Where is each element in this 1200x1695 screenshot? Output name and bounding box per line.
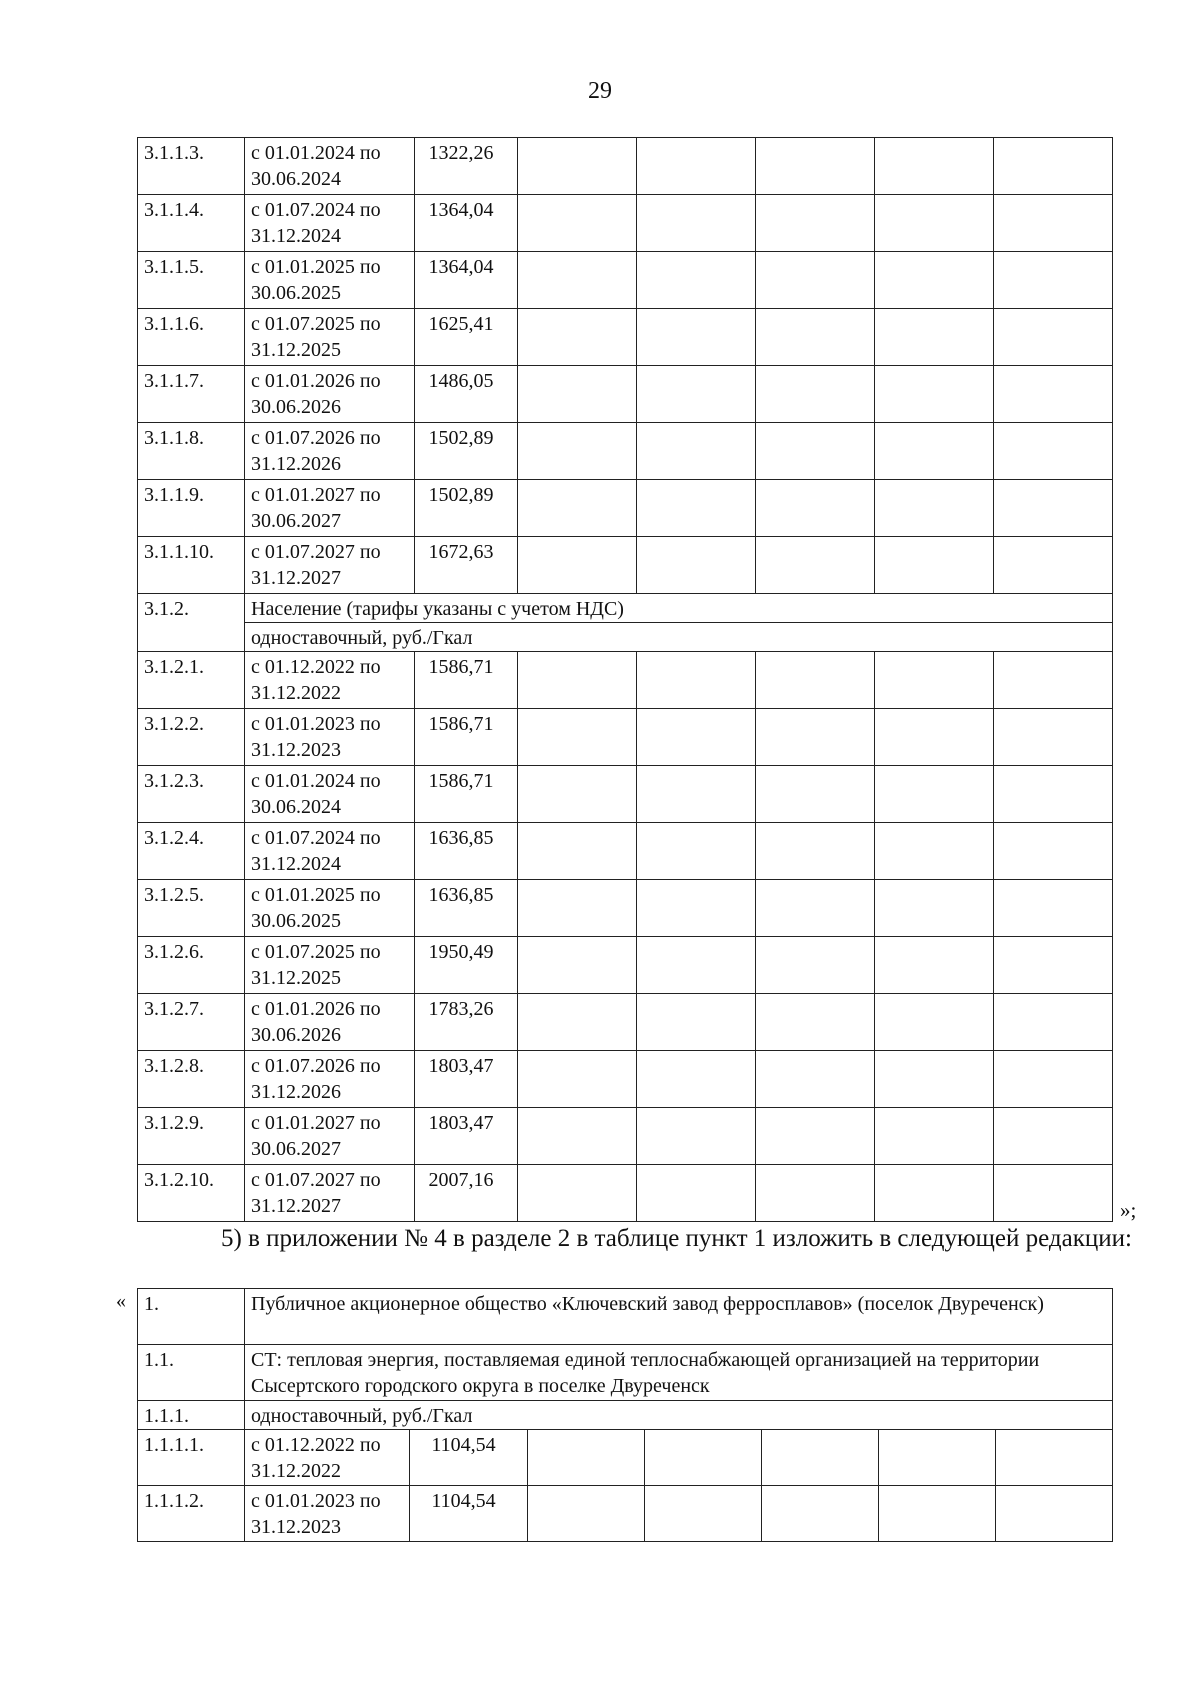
period-end: 31.12.2025: [251, 339, 341, 361]
period-start: с 01.07.2027 по: [251, 1169, 381, 1191]
period-start: с 01.01.2023 по: [251, 713, 381, 735]
empty-cell: [879, 1486, 996, 1542]
table-row: [138, 480, 1113, 537]
empty-cell: [994, 937, 1113, 994]
row-number: 3.1.1.10.: [138, 537, 245, 594]
row-value: 1486,05: [415, 366, 518, 423]
empty-cell: [875, 1108, 994, 1165]
row-value: 1586,71: [415, 652, 518, 709]
empty-cell: [875, 994, 994, 1051]
period-start: с 01.07.2025 по: [251, 313, 381, 335]
empty-cell: [637, 1108, 756, 1165]
tariff-table-continued: [137, 137, 1113, 1222]
period-start: с 01.07.2024 по: [251, 199, 381, 221]
table-row: [138, 537, 1113, 594]
row-period: [245, 1430, 410, 1486]
empty-cell: [756, 1051, 875, 1108]
row-period: [245, 138, 415, 195]
row-number: 3.1.1.4.: [138, 195, 245, 252]
empty-cell: [518, 1165, 637, 1222]
row-number: 3.1.1.7.: [138, 366, 245, 423]
empty-cell: [994, 823, 1113, 880]
empty-cell: [756, 823, 875, 880]
period-start: с 01.07.2025 по: [251, 941, 381, 963]
row-value: 1104,54: [410, 1486, 528, 1542]
row-heading: СТ: тепловая энергия, поставляемая единой теплоснабжающей организацией на территории Сысертского городского округа в поселке Двуреченск: [245, 1345, 1113, 1401]
row-value: 1950,49: [415, 937, 518, 994]
period-start: с 01.07.2024 по: [251, 827, 381, 849]
empty-cell: [518, 766, 637, 823]
table-row: [138, 309, 1113, 366]
row-number: 3.1.1.5.: [138, 252, 245, 309]
row-period: [245, 195, 415, 252]
row-number: 3.1.2.2.: [138, 709, 245, 766]
row-number: 3.1.2.10.: [138, 1165, 245, 1222]
empty-cell: [756, 766, 875, 823]
period-end: 31.12.2027: [251, 1195, 341, 1217]
table-row: [138, 138, 1113, 195]
table-row: [138, 252, 1113, 309]
period-end: 31.12.2026: [251, 453, 341, 475]
empty-cell: [994, 880, 1113, 937]
empty-cell: [518, 537, 637, 594]
period-start: с 01.01.2023 по: [251, 1490, 381, 1512]
row-number: 1.: [138, 1289, 245, 1345]
empty-cell: [756, 652, 875, 709]
empty-cell: [994, 252, 1113, 309]
empty-cell: [875, 366, 994, 423]
empty-cell: [518, 1108, 637, 1165]
empty-cell: [762, 1430, 879, 1486]
row-value: 1803,47: [415, 1051, 518, 1108]
empty-cell: [875, 537, 994, 594]
empty-cell: [875, 766, 994, 823]
empty-cell: [994, 766, 1113, 823]
row-number: 3.1.2.9.: [138, 1108, 245, 1165]
empty-cell: [518, 423, 637, 480]
row-period: [245, 537, 415, 594]
period-end: 30.06.2024: [251, 796, 341, 818]
period-start: с 01.01.2027 по: [251, 1112, 381, 1134]
row-period: [245, 1486, 410, 1542]
row-number: 3.1.2.: [138, 594, 245, 652]
empty-cell: [637, 252, 756, 309]
row-number: 1.1.1.: [138, 1401, 245, 1430]
row-value: 1586,71: [415, 766, 518, 823]
table-row: [138, 709, 1113, 766]
empty-cell: [994, 195, 1113, 252]
empty-cell: [637, 480, 756, 537]
empty-cell: [756, 880, 875, 937]
empty-cell: [518, 195, 637, 252]
empty-cell: [756, 937, 875, 994]
empty-cell: [994, 709, 1113, 766]
amendment-paragraph: 5) в приложении № 4 в разделе 2 в таблице пункт 1 изложить в следующей редакции:: [221, 1225, 1132, 1252]
empty-cell: [875, 309, 994, 366]
empty-cell: [637, 423, 756, 480]
period-start: с 01.01.2027 по: [251, 484, 381, 506]
empty-cell: [994, 652, 1113, 709]
row-period: [245, 652, 415, 709]
empty-cell: [518, 880, 637, 937]
row-period: [245, 309, 415, 366]
period-start: с 01.12.2022 по: [251, 656, 381, 678]
period-end: 31.12.2024: [251, 225, 341, 247]
empty-cell: [875, 937, 994, 994]
empty-cell: [528, 1486, 645, 1542]
empty-cell: [637, 994, 756, 1051]
period-end: 31.12.2022: [251, 682, 341, 704]
period-end: 31.12.2027: [251, 567, 341, 589]
period-end: 31.12.2025: [251, 967, 341, 989]
empty-cell: [994, 366, 1113, 423]
row-value: 1636,85: [415, 880, 518, 937]
empty-cell: [637, 766, 756, 823]
empty-cell: [875, 652, 994, 709]
row-heading: одноставочный, руб./Гкал: [245, 1401, 1113, 1430]
period-end: 31.12.2023: [251, 739, 341, 761]
period-end: 30.06.2025: [251, 910, 341, 932]
empty-cell: [996, 1486, 1113, 1542]
empty-cell: [875, 138, 994, 195]
empty-cell: [756, 195, 875, 252]
empty-cell: [518, 709, 637, 766]
table-row: [138, 937, 1113, 994]
row-value: 1364,04: [415, 195, 518, 252]
empty-cell: [518, 480, 637, 537]
empty-cell: [762, 1486, 879, 1542]
empty-cell: [875, 1051, 994, 1108]
period-end: 30.06.2027: [251, 1138, 341, 1160]
tariff-table-new: [137, 1288, 1113, 1542]
empty-cell: [756, 138, 875, 195]
empty-cell: [875, 880, 994, 937]
row-number: 3.1.2.4.: [138, 823, 245, 880]
period-end: 31.12.2024: [251, 853, 341, 875]
empty-cell: [996, 1430, 1113, 1486]
empty-cell: [637, 537, 756, 594]
row-period: [245, 252, 415, 309]
empty-cell: [875, 195, 994, 252]
row-value: 1364,04: [415, 252, 518, 309]
empty-cell: [637, 366, 756, 423]
empty-cell: [518, 1051, 637, 1108]
empty-cell: [994, 309, 1113, 366]
period-end: 30.06.2026: [251, 396, 341, 418]
table-row: [138, 1430, 1113, 1486]
row-period: [245, 1165, 415, 1222]
empty-cell: [875, 1165, 994, 1222]
row-number: 1.1.1.2.: [138, 1486, 245, 1542]
row-number: 3.1.2.7.: [138, 994, 245, 1051]
period-start: с 01.07.2026 по: [251, 1055, 381, 1077]
row-number: 3.1.2.8.: [138, 1051, 245, 1108]
table-row: [138, 1345, 1113, 1401]
empty-cell: [637, 195, 756, 252]
period-start: с 01.01.2024 по: [251, 770, 381, 792]
table-row: [138, 1289, 1113, 1345]
row-value: 1672,63: [415, 537, 518, 594]
empty-cell: [756, 480, 875, 537]
group-row: [138, 594, 1113, 623]
table-row: [138, 1401, 1113, 1430]
period-end: 30.06.2025: [251, 282, 341, 304]
row-number: 3.1.2.3.: [138, 766, 245, 823]
empty-cell: [756, 309, 875, 366]
table-row: [138, 423, 1113, 480]
period-start: с 01.01.2025 по: [251, 256, 381, 278]
table-row: [138, 652, 1113, 709]
empty-cell: [994, 1051, 1113, 1108]
page-number: 29: [588, 78, 612, 104]
empty-cell: [528, 1430, 645, 1486]
empty-cell: [875, 823, 994, 880]
empty-cell: [875, 252, 994, 309]
empty-cell: [756, 709, 875, 766]
empty-cell: [637, 937, 756, 994]
table-row: [138, 366, 1113, 423]
row-number: 3.1.2.1.: [138, 652, 245, 709]
empty-cell: [518, 652, 637, 709]
row-value: 1625,41: [415, 309, 518, 366]
empty-cell: [994, 480, 1113, 537]
empty-cell: [875, 709, 994, 766]
empty-cell: [637, 138, 756, 195]
row-period: [245, 709, 415, 766]
period-end: 30.06.2027: [251, 510, 341, 532]
group-title: Население (тарифы указаны с учетом НДС): [245, 594, 1113, 623]
empty-cell: [756, 994, 875, 1051]
row-period: [245, 937, 415, 994]
table-row: [138, 195, 1113, 252]
table-row: [138, 1108, 1113, 1165]
row-value: 1502,89: [415, 480, 518, 537]
row-number: 1.1.: [138, 1345, 245, 1401]
empty-cell: [518, 138, 637, 195]
period-start: с 01.01.2025 по: [251, 884, 381, 906]
empty-cell: [756, 366, 875, 423]
row-period: [245, 423, 415, 480]
opening-quote-mark: «: [116, 1290, 126, 1312]
empty-cell: [637, 309, 756, 366]
period-start: с 01.01.2024 по: [251, 142, 381, 164]
row-period: [245, 823, 415, 880]
row-value: 1783,26: [415, 994, 518, 1051]
table-row: [138, 823, 1113, 880]
empty-cell: [879, 1430, 996, 1486]
period-start: с 01.07.2026 по: [251, 427, 381, 449]
table-row: [138, 766, 1113, 823]
empty-cell: [756, 1108, 875, 1165]
row-number: 3.1.1.3.: [138, 138, 245, 195]
table-row: [138, 880, 1113, 937]
row-value: 1322,26: [415, 138, 518, 195]
row-period: [245, 1051, 415, 1108]
row-value: 1803,47: [415, 1108, 518, 1165]
row-period: [245, 480, 415, 537]
empty-cell: [637, 652, 756, 709]
period-start: с 01.07.2027 по: [251, 541, 381, 563]
closing-quote-mark: »;: [1120, 1198, 1137, 1222]
empty-cell: [994, 537, 1113, 594]
row-number: 1.1.1.1.: [138, 1430, 245, 1486]
row-period: [245, 880, 415, 937]
empty-cell: [518, 937, 637, 994]
row-number: 3.1.1.8.: [138, 423, 245, 480]
period-end: 31.12.2022: [251, 1460, 341, 1482]
row-period: [245, 994, 415, 1051]
empty-cell: [637, 709, 756, 766]
table-row: [138, 1051, 1113, 1108]
empty-cell: [637, 1165, 756, 1222]
empty-cell: [756, 252, 875, 309]
empty-cell: [756, 1165, 875, 1222]
empty-cell: [756, 423, 875, 480]
empty-cell: [994, 1165, 1113, 1222]
empty-cell: [518, 252, 637, 309]
row-number: 3.1.2.6.: [138, 937, 245, 994]
empty-cell: [994, 138, 1113, 195]
empty-cell: [994, 423, 1113, 480]
row-number: 3.1.2.5.: [138, 880, 245, 937]
empty-cell: [994, 1108, 1113, 1165]
empty-cell: [994, 994, 1113, 1051]
period-start: с 01.01.2026 по: [251, 998, 381, 1020]
empty-cell: [518, 309, 637, 366]
period-end: 31.12.2023: [251, 1516, 341, 1538]
period-start: с 01.01.2026 по: [251, 370, 381, 392]
empty-cell: [637, 880, 756, 937]
row-period: [245, 1108, 415, 1165]
empty-cell: [637, 1051, 756, 1108]
table-row: [138, 994, 1113, 1051]
row-heading: Публичное акционерное общество «Ключевский завод ферросплавов» (поселок Двуреченск): [245, 1289, 1113, 1345]
empty-cell: [756, 537, 875, 594]
empty-cell: [637, 823, 756, 880]
empty-cell: [875, 423, 994, 480]
empty-cell: [645, 1486, 762, 1542]
row-value: 1636,85: [415, 823, 518, 880]
row-number: 3.1.1.9.: [138, 480, 245, 537]
group-subtitle: одноставочный, руб./Гкал: [245, 623, 1113, 652]
row-period: [245, 366, 415, 423]
group-subtitle-row: [138, 623, 1113, 652]
period-end: 30.06.2026: [251, 1024, 341, 1046]
empty-cell: [518, 994, 637, 1051]
period-end: 30.06.2024: [251, 168, 341, 190]
table-row: [138, 1486, 1113, 1542]
empty-cell: [645, 1430, 762, 1486]
empty-cell: [518, 366, 637, 423]
row-value: 2007,16: [415, 1165, 518, 1222]
row-number: 3.1.1.6.: [138, 309, 245, 366]
empty-cell: [518, 823, 637, 880]
empty-cell: [875, 480, 994, 537]
row-value: 1104,54: [410, 1430, 528, 1486]
row-period: [245, 766, 415, 823]
table-row: [138, 1165, 1113, 1222]
row-value: 1586,71: [415, 709, 518, 766]
period-end: 31.12.2026: [251, 1081, 341, 1103]
row-value: 1502,89: [415, 423, 518, 480]
period-start: с 01.12.2022 по: [251, 1434, 381, 1456]
